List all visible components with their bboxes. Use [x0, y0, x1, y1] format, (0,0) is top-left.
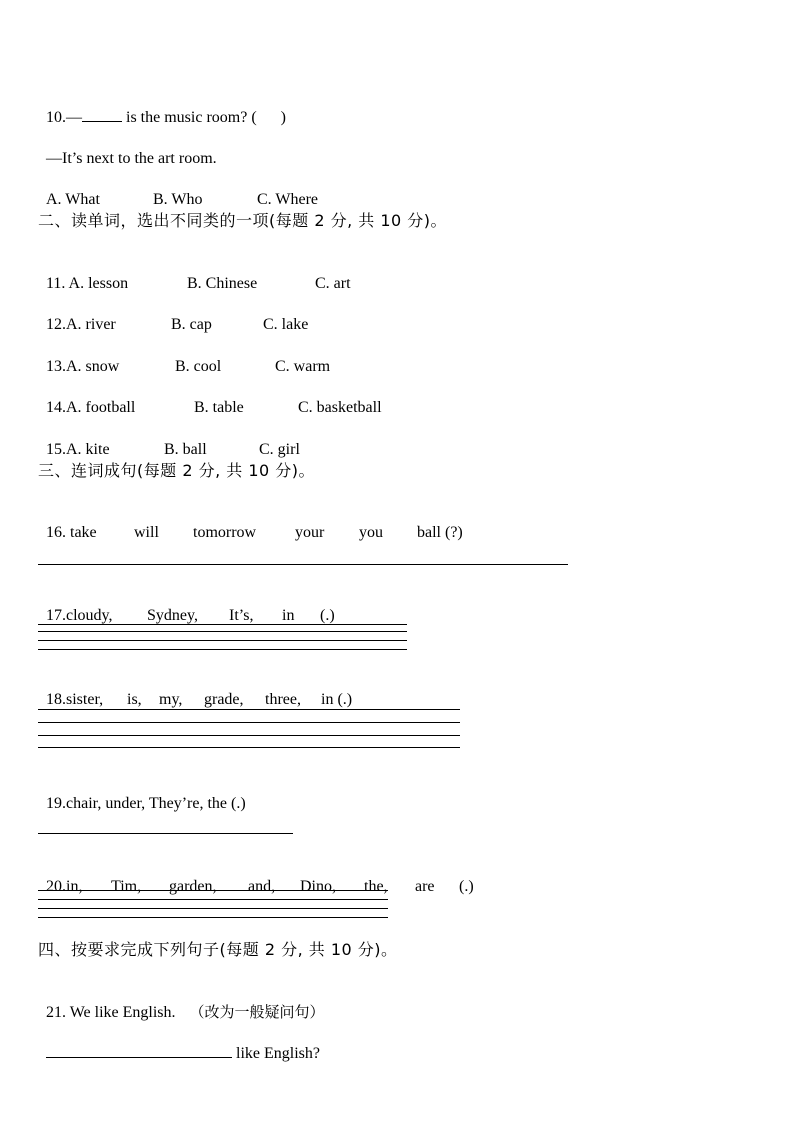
q12-number: 12. [46, 316, 66, 333]
q16-word: your [295, 524, 325, 541]
q12-option-a[interactable]: A. river [66, 316, 116, 333]
q13-number: 13. [46, 358, 66, 375]
q16-number: 16. [46, 524, 66, 541]
q20-number: 20. [46, 878, 66, 895]
q10-option-c[interactable]: C. Where [257, 191, 319, 208]
q13-option-c[interactable]: C. warm [275, 358, 331, 375]
q17-answer-line[interactable] [38, 640, 407, 641]
q21-answer-suffix: like English? [232, 1045, 320, 1062]
q15-option-b[interactable]: B. ball [164, 441, 207, 458]
q10-suffix: is the music room? ( ) [122, 109, 286, 126]
q12-option-c[interactable]: C. lake [263, 316, 309, 333]
q18-word: sister, [66, 691, 104, 708]
question-13 [38, 337, 330, 377]
q18-answer-line[interactable] [38, 747, 460, 748]
q16-word: will [134, 524, 159, 541]
q18-answer-line[interactable] [38, 709, 460, 710]
q14-number: 14. [46, 399, 66, 416]
q20-word: (.) [459, 878, 474, 895]
q12-option-b[interactable]: B. cap [171, 316, 212, 333]
q17-number: 17. [46, 607, 66, 624]
q20-word: and, [248, 878, 276, 895]
q18-word: my, [159, 691, 183, 708]
question-21 [38, 982, 325, 1023]
q21-answer-line [38, 1023, 320, 1064]
section-4-title: 四、按要求完成下列句子(每题 2 分, 共 10 分)。 [38, 940, 398, 959]
q20-answer-line[interactable] [38, 917, 388, 918]
q16-word: tomorrow [193, 524, 257, 541]
section-3-title: 三、连词成句(每题 2 分, 共 10 分)。 [38, 461, 316, 480]
q11-number: 11. [46, 275, 66, 292]
q10-options [38, 170, 318, 210]
q17-answer-line[interactable] [38, 624, 407, 625]
q11-option-b[interactable]: B. Chinese [187, 275, 258, 292]
q14-option-b[interactable]: B. table [194, 399, 244, 416]
q21-instruction: （改为一般疑问句） [189, 1003, 325, 1021]
q16-answer-line[interactable] [38, 564, 568, 565]
section-2-title: 二、读单词，选出不同类的一项(每题 2 分, 共 10 分)。 [38, 211, 448, 230]
q10-prefix: 10.— [46, 109, 82, 126]
question-16 [38, 503, 463, 543]
q17-answer-line[interactable] [38, 631, 407, 632]
q21-sentence: We like English. [66, 1004, 176, 1021]
q15-number: 15. [46, 441, 66, 458]
q19-answer-line[interactable] [38, 833, 293, 834]
q20-word: Tim, [111, 878, 142, 895]
q17-word: cloudy, [66, 607, 113, 624]
q10-answer: —It’s next to the art room. [46, 150, 217, 167]
q20-answer-line[interactable] [38, 908, 388, 909]
question-20 [38, 857, 474, 897]
question-18 [38, 670, 352, 710]
q17-word: (.) [320, 607, 335, 624]
q20-word: garden, [169, 878, 217, 895]
q20-word: are [415, 878, 435, 895]
q13-option-a[interactable]: A. snow [66, 358, 120, 375]
q16-word: take [66, 524, 97, 541]
q10-option-b[interactable]: B. Who [153, 191, 203, 208]
q19-number: 19. [46, 795, 66, 812]
question-10 [38, 87, 286, 128]
question-12 [38, 295, 308, 335]
q20-word: Dino, [300, 878, 336, 895]
q20-word: the, [364, 878, 388, 895]
q16-word: you [359, 524, 383, 541]
q20-answer-line[interactable] [38, 890, 388, 891]
q18-answer-line[interactable] [38, 735, 460, 736]
q16-word: ball (?) [417, 524, 463, 541]
question-15 [38, 420, 300, 460]
q11-option-c[interactable]: C. art [315, 275, 351, 292]
q18-word: in (.) [321, 691, 353, 708]
q14-option-a[interactable]: A. football [66, 399, 136, 416]
q15-option-a[interactable]: A. kite [66, 441, 110, 458]
q21-number: 21. [46, 1004, 66, 1021]
q18-word: is, [127, 691, 142, 708]
q10-option-a[interactable]: A. What [46, 191, 100, 208]
q15-option-c[interactable]: C. girl [259, 441, 300, 458]
q20-word: in, [66, 878, 83, 895]
q18-word: three, [265, 691, 301, 708]
q10-answer-line [38, 129, 217, 169]
q17-word: Sydney, [147, 607, 198, 624]
q10-blank[interactable] [82, 107, 122, 122]
question-14 [38, 378, 382, 418]
q14-option-c[interactable]: C. basketball [298, 399, 382, 416]
q17-word: It’s, [229, 607, 254, 624]
q11-option-a[interactable]: A. lesson [65, 275, 129, 292]
q17-word: in [282, 607, 295, 624]
question-17 [38, 586, 335, 626]
q13-option-b[interactable]: B. cool [175, 358, 222, 375]
q18-answer-line[interactable] [38, 722, 460, 723]
q18-word: grade, [204, 691, 244, 708]
question-19 [38, 774, 246, 814]
q19-words: chair, under, They’re, the (.) [66, 795, 246, 812]
q17-answer-line[interactable] [38, 649, 407, 650]
q20-answer-line[interactable] [38, 899, 388, 900]
q18-number: 18. [46, 691, 66, 708]
q21-answer-blank[interactable] [46, 1043, 232, 1058]
question-11 [38, 254, 351, 294]
